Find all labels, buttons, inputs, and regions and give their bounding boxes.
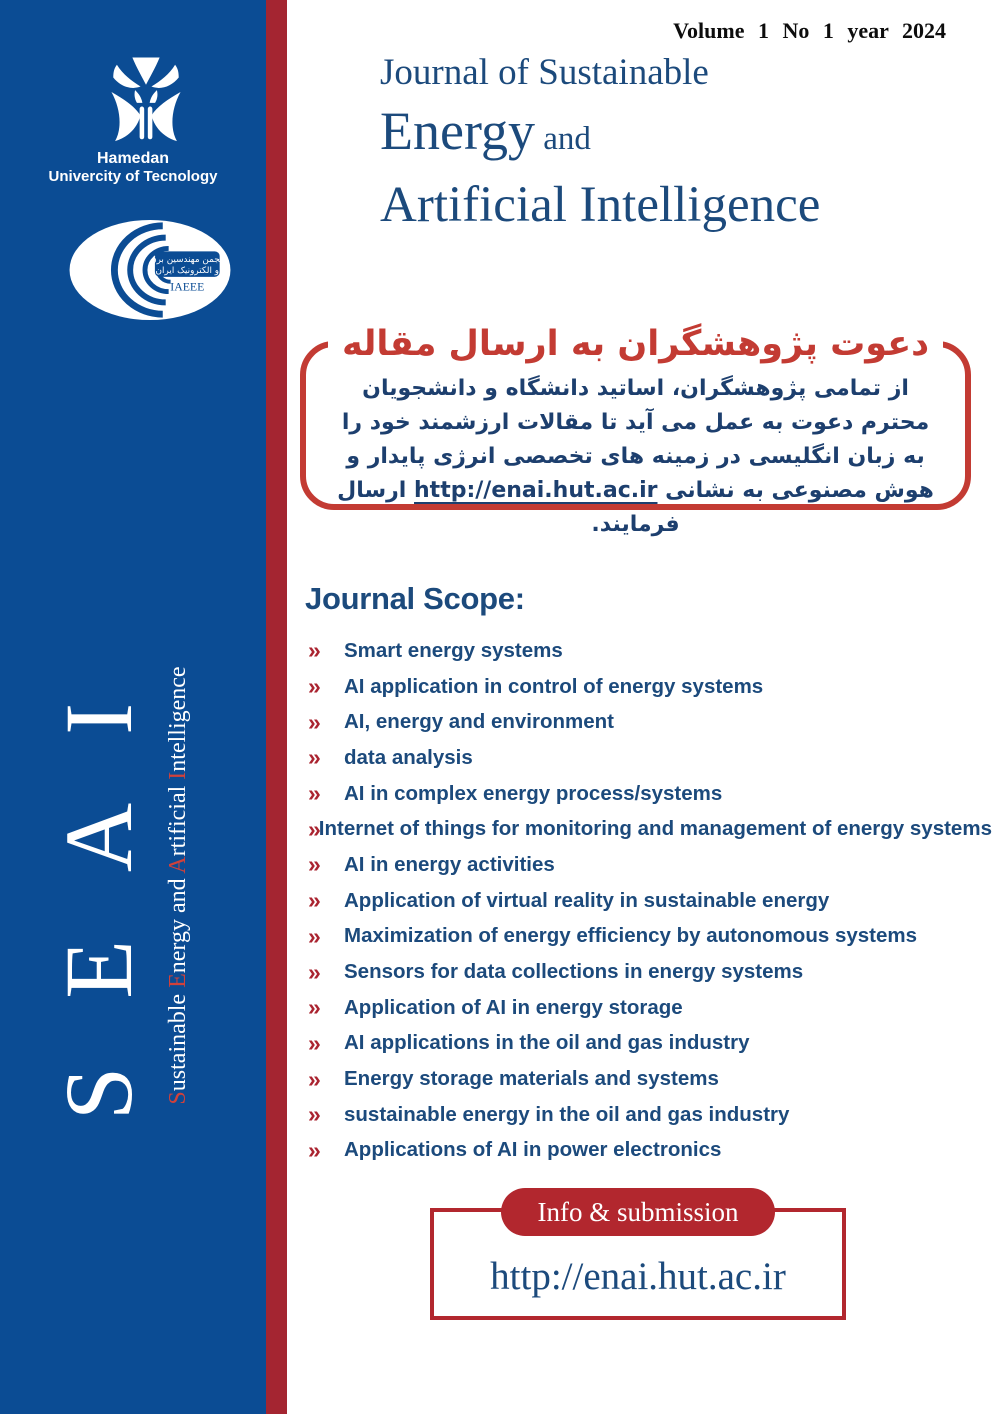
double-chevron-icon: » — [308, 780, 319, 807]
iaeee-acronym: IAEEE — [170, 280, 205, 294]
scope-item-label: AI in energy activities — [344, 852, 555, 876]
scope-item — [308, 883, 968, 919]
red-accent-stripe — [266, 0, 287, 1414]
scope-item — [308, 1097, 968, 1133]
journal-title — [380, 52, 820, 234]
double-chevron-icon: » — [308, 922, 319, 949]
call-for-papers-title: دعوت پژوهشگران به ارسال مقاله — [342, 324, 930, 364]
scope-item — [308, 633, 968, 669]
scope-item — [308, 990, 968, 1026]
double-chevron-icon: » — [308, 1101, 319, 1128]
journal-title-line3: Artificial Intelligence — [380, 177, 821, 233]
double-chevron-icon: » — [308, 673, 319, 700]
sidebar-subtitle-text: Sustainable Energy and Artificial Intelligence — [165, 666, 191, 1105]
journal-title-line2 — [380, 100, 820, 170]
info-submission-button[interactable]: Info & submission — [501, 1188, 775, 1236]
scope-item — [308, 669, 968, 705]
scope-item-label: Application of virtual reality in sustainable energy — [344, 888, 830, 912]
scope-item-label: Energy storage materials and systems — [344, 1067, 719, 1091]
scope-list — [308, 633, 992, 1168]
scope-item — [308, 740, 968, 776]
scope-item — [308, 1133, 968, 1169]
iaeee-logo-icon — [66, 218, 234, 322]
double-chevron-icon: » — [308, 887, 319, 914]
double-chevron-icon: » — [308, 1065, 319, 1092]
scope-item — [308, 1061, 968, 1097]
seai-vertical-acronym: SEAI — [45, 634, 152, 1121]
journal-title-energy: Energy — [380, 101, 535, 161]
scope-item-label: Application of AI in energy storage — [344, 995, 683, 1019]
scope-item-label: Smart energy systems — [344, 638, 563, 662]
double-chevron-icon: » — [308, 851, 319, 878]
info-submission-box — [430, 1197, 846, 1320]
sidebar — [0, 0, 266, 1414]
hamedan-university-logo-icon — [90, 52, 202, 152]
scope-item — [308, 776, 968, 812]
call-for-papers-text — [328, 372, 943, 542]
scope-item — [308, 847, 968, 883]
iaeee-persian-line2: و الکترونیک ایران — [155, 265, 220, 276]
invite-text-after-url: ارسال فرمایند. — [337, 478, 680, 537]
scope-item — [308, 704, 968, 740]
scope-item-label: AI in complex energy process/systems — [344, 781, 723, 805]
double-chevron-icon: » — [308, 958, 319, 985]
footer-url-link[interactable]: http://enai.hut.ac.ir — [490, 1255, 786, 1298]
journal-title-and: and — [534, 121, 591, 157]
scope-item-label: Internet of things for monitoring and management of energy systems — [318, 817, 992, 841]
university-name — [0, 150, 266, 186]
double-chevron-icon: » — [308, 744, 319, 771]
scope-item-label: data analysis — [344, 745, 473, 769]
double-chevron-icon: » — [308, 994, 319, 1021]
scope-item-label: AI applications in the oil and gas industry — [344, 1031, 750, 1055]
double-chevron-icon: » — [308, 1136, 319, 1163]
scope-item-label: Maximization of energy efficiency by autonomous systems — [344, 924, 918, 948]
journal-title-line1: Journal of Sustainable — [380, 52, 709, 93]
double-chevron-icon: » — [308, 815, 319, 842]
scope-item-label: AI application in control of energy systems — [344, 674, 764, 698]
iaeee-persian-line1: انجمن مهندسین برق — [149, 255, 225, 266]
double-chevron-icon: » — [308, 637, 319, 664]
invite-text-before-url: از تمامی پژوهشگران، اساتید دانشگاه و دانشجویان محترم دعوت به عمل می آید تا مقالات ارزشمند خود را به زبان انگلیسی در زمینه های تخصصی انرژی پایدار و هوش مصنوعی به نشانی — [341, 376, 934, 503]
scope-item — [308, 811, 992, 847]
call-for-papers-box — [300, 322, 971, 537]
scope-item — [308, 1026, 968, 1062]
invite-url-link[interactable]: http://enai.hut.ac.ir — [414, 478, 658, 503]
scope-item-label: Sensors for data collections in energy systems — [344, 960, 804, 984]
double-chevron-icon: » — [308, 1029, 319, 1056]
scope-item — [308, 954, 968, 990]
scope-item-label: AI, energy and environment — [344, 710, 614, 734]
scope-item — [308, 919, 968, 955]
journal-scope-heading: Journal Scope: — [305, 581, 525, 616]
double-chevron-icon: » — [308, 708, 319, 735]
scope-item-label: Applications of AI in power electronics — [344, 1138, 722, 1162]
volume-issue-line: Volume 1 No 1 year 2024 — [673, 18, 946, 43]
scope-item-label: sustainable energy in the oil and gas industry — [344, 1102, 790, 1126]
university-name-line2: Univercity of Tecnology — [48, 168, 218, 185]
university-name-line1: Hamedan — [96, 150, 170, 167]
